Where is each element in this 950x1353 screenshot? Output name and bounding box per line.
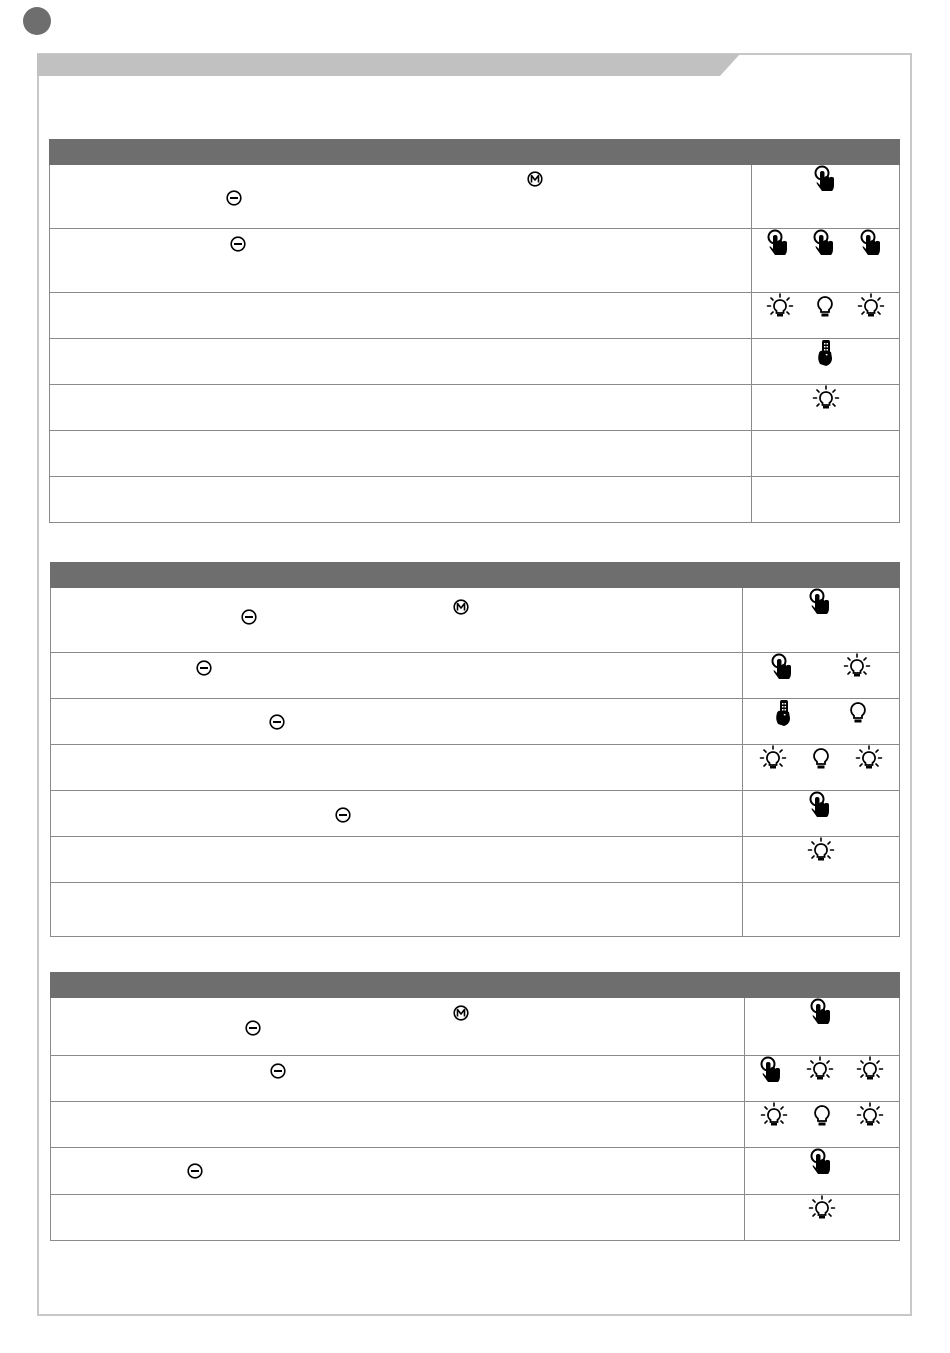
icon-group (745, 1148, 899, 1176)
section-banner (37, 54, 740, 76)
icon-group (743, 791, 899, 819)
icon-group (743, 653, 899, 681)
table-row (51, 745, 900, 791)
table-header (51, 973, 900, 998)
step-text (50, 339, 752, 385)
step-text (51, 1148, 745, 1195)
bulb-on-icon (857, 293, 885, 321)
remote-press-icon (815, 339, 837, 367)
step-icons (752, 477, 900, 523)
bulb-off-icon (811, 1103, 833, 1129)
step-text (50, 293, 752, 339)
bulb-on-icon (760, 1102, 788, 1130)
bulb-on-icon (856, 1102, 884, 1130)
minus-button-icon (269, 714, 285, 735)
icon-group (743, 588, 899, 616)
step-icons (745, 998, 900, 1056)
table-row (51, 1148, 900, 1195)
table-row (50, 385, 900, 431)
step-text (51, 699, 743, 745)
step-text (50, 165, 752, 229)
bulb-on-icon (808, 1195, 836, 1223)
icon-group (743, 837, 899, 865)
step-text (50, 229, 752, 293)
step-text (50, 385, 752, 431)
touch-press-icon (771, 653, 795, 681)
icon-group (745, 1102, 899, 1130)
table-row (51, 883, 900, 937)
m-button-icon (453, 599, 469, 620)
step-icons (752, 165, 900, 229)
icon-group (752, 229, 899, 257)
minus-button-icon (241, 609, 257, 630)
touch-press-icon (810, 998, 834, 1026)
step-text (51, 1056, 745, 1102)
step-icons (743, 699, 900, 745)
step-text (51, 1195, 745, 1241)
icon-group (752, 165, 899, 193)
step-icons (745, 1102, 900, 1148)
m-button-icon (527, 171, 543, 192)
step-icons (752, 385, 900, 431)
procedure-table-2 (50, 562, 900, 937)
table-row (51, 1056, 900, 1102)
step-text (50, 477, 752, 523)
touch-press-icon (814, 165, 838, 193)
icon-group (752, 385, 899, 413)
touch-press-icon (860, 229, 884, 257)
touch-press-icon (809, 791, 833, 819)
bulb-on-icon (806, 1056, 834, 1084)
step-text (51, 837, 743, 883)
step-text (51, 791, 743, 837)
minus-button-icon (270, 1063, 286, 1084)
bulb-on-icon (855, 745, 883, 773)
table-row (50, 431, 900, 477)
table-row (51, 837, 900, 883)
table-row (50, 293, 900, 339)
page-number-marker (23, 7, 51, 35)
icon-group (745, 1195, 899, 1223)
minus-button-icon (335, 807, 351, 828)
step-icons (743, 588, 900, 653)
step-text (51, 998, 745, 1056)
table-row (50, 229, 900, 293)
bulb-on-icon (843, 653, 871, 681)
m-button-icon (453, 1005, 469, 1026)
minus-button-icon (187, 1163, 203, 1184)
icon-group (743, 745, 899, 773)
table-row (51, 998, 900, 1056)
bulb-on-icon (766, 293, 794, 321)
step-icons (752, 229, 900, 293)
bulb-off-icon (847, 700, 869, 726)
bulb-off-icon (810, 746, 832, 772)
icon-group (752, 293, 899, 321)
bulb-off-icon (814, 294, 836, 320)
procedure-table-3 (50, 972, 900, 1241)
step-text (51, 588, 743, 653)
table-row (50, 165, 900, 229)
table-row (51, 791, 900, 837)
step-icons (745, 1148, 900, 1195)
bulb-on-icon (856, 1056, 884, 1084)
table-row (50, 339, 900, 385)
bulb-on-icon (807, 837, 835, 865)
step-text (51, 1102, 745, 1148)
step-icons (752, 339, 900, 385)
step-icons (743, 745, 900, 791)
step-icons (752, 293, 900, 339)
step-icons (745, 1195, 900, 1241)
step-icons (745, 1056, 900, 1102)
touch-press-icon (809, 588, 833, 616)
bulb-on-icon (759, 745, 787, 773)
remote-press-icon (773, 699, 795, 727)
procedure-table-1 (49, 139, 900, 523)
step-icons (743, 837, 900, 883)
touch-press-icon (813, 229, 837, 257)
minus-button-icon (196, 660, 212, 681)
step-icons (743, 791, 900, 837)
table-header (50, 140, 900, 165)
step-icons (743, 653, 900, 699)
table-row (51, 699, 900, 745)
table-row (51, 1102, 900, 1148)
step-text (51, 883, 743, 937)
icon-group (743, 699, 899, 727)
step-text (51, 653, 743, 699)
icon-group (745, 998, 899, 1026)
icon-group (745, 1056, 899, 1084)
table-row (51, 588, 900, 653)
step-text (50, 431, 752, 477)
table-row (50, 477, 900, 523)
touch-press-icon (767, 229, 791, 257)
bulb-on-icon (812, 385, 840, 413)
touch-press-icon (810, 1148, 834, 1176)
minus-button-icon (226, 190, 242, 211)
step-text (51, 745, 743, 791)
table-row (51, 653, 900, 699)
table-row (51, 1195, 900, 1241)
minus-button-icon (245, 1020, 261, 1041)
step-icons (752, 431, 900, 477)
table-header (51, 563, 900, 588)
step-icons (743, 883, 900, 937)
minus-button-icon (230, 236, 246, 257)
touch-press-icon (760, 1056, 784, 1084)
icon-group (752, 339, 899, 367)
